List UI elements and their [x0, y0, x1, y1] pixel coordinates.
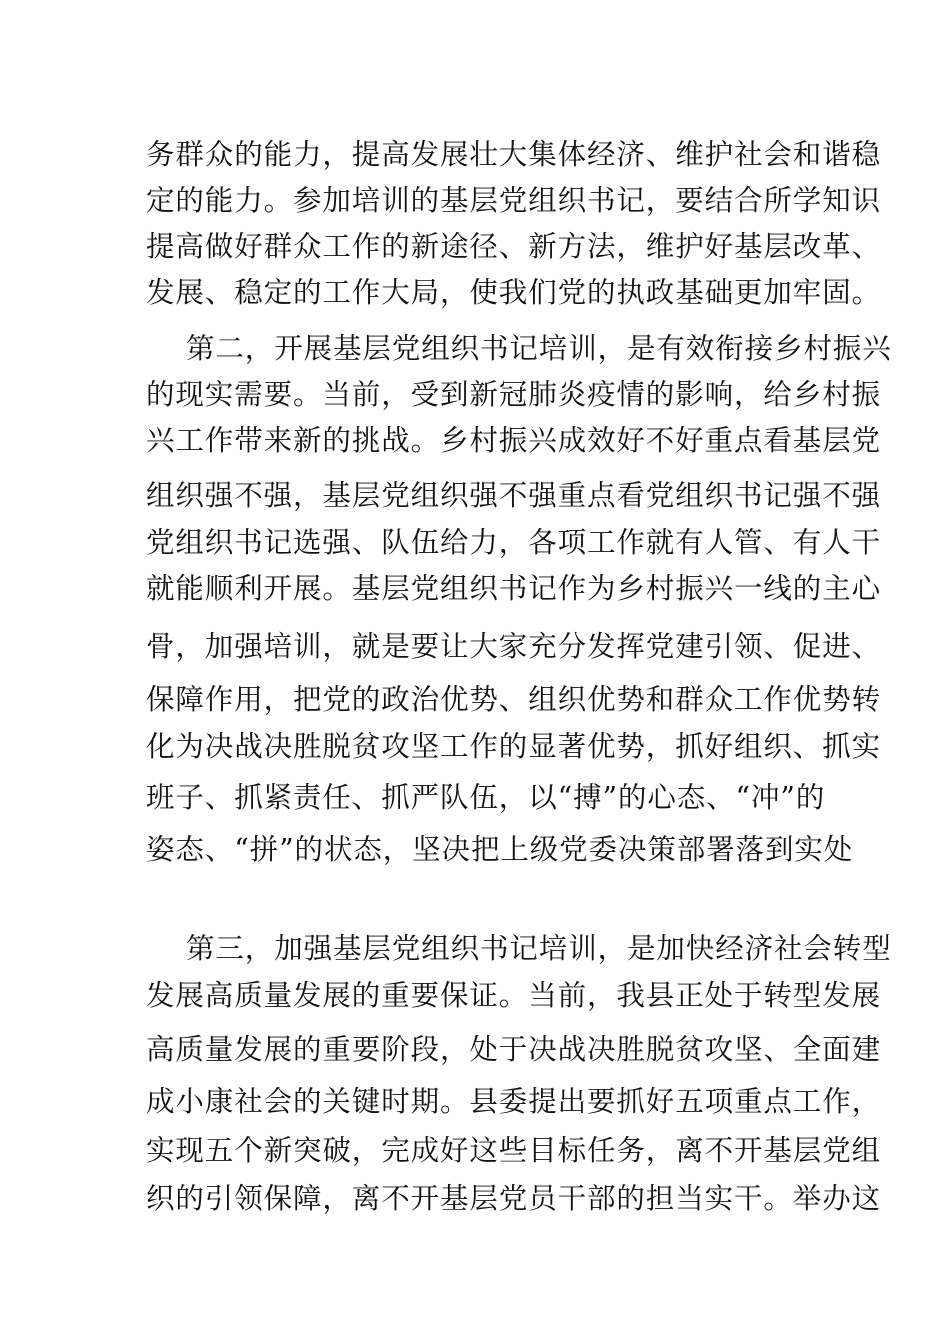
- text-line: 组织强不强，基层党组织强不强重点看党组织书记强不强: [146, 479, 882, 512]
- text-line: 织的引领保障，离不开基层党员干部的担当实干。举办这: [146, 1182, 882, 1215]
- text-line: 实现五个新突破，完成好这些目标任务，离不开基层党组: [146, 1134, 882, 1167]
- text-line: 提高做好群众工作的新途径、新方法，维护好基层改革、: [146, 230, 882, 263]
- text-line: 姿态、“拼”的状态，坚决把上级党委决策部署落到实处: [146, 833, 854, 866]
- text-line: 保障作用，把党的政治优势、组织优势和群众工作优势转: [146, 683, 882, 716]
- paragraph-start-line: 第三，加强基层党组织书记培训，是加快经济社会转型: [186, 932, 892, 965]
- text-line: 高质量发展的重要阶段，处于决战决胜脱贫攻坚、全面建: [146, 1033, 882, 1066]
- text-line: 定的能力。参加培训的基层党组织书记，要结合所学知识: [146, 184, 882, 217]
- paragraph-start-line: 第二，开展基层党组织书记培训，是有效衔接乡村振兴: [186, 332, 892, 365]
- text-line: 的现实需要。当前，受到新冠肺炎疫情的影响，给乡村振: [146, 378, 882, 411]
- text-line: 班子、抓紧责任、抓严队伍，以“搏”的心态、“冲”的: [146, 781, 826, 814]
- text-line: 发展、稳定的工作大局，使我们党的执政基础更加牢固。: [146, 276, 882, 309]
- text-line: 兴工作带来新的挑战。乡村振兴成效好不好重点看基层党: [146, 424, 882, 457]
- text-line: 务群众的能力，提高发展壮大集体经济、维护社会和谐稳: [146, 138, 882, 171]
- text-line: 党组织书记选强、队伍给力，各项工作就有人管、有人干: [146, 526, 882, 559]
- text-line: 骨，加强培训，就是要让大家充分发挥党建引领、促进、: [146, 630, 882, 663]
- text-line: 就能顺利开展。基层党组织书记作为乡村振兴一线的主心: [146, 572, 882, 605]
- text-line: 成小康社会的关键时期。县委提出要抓好五项重点工作，: [146, 1085, 882, 1118]
- text-line: 发展高质量发展的重要保证。当前，我县正处于转型发展: [146, 979, 882, 1012]
- text-line: 化为决战决胜脱贫攻坚工作的显著优势，抓好组织、抓实: [146, 730, 882, 763]
